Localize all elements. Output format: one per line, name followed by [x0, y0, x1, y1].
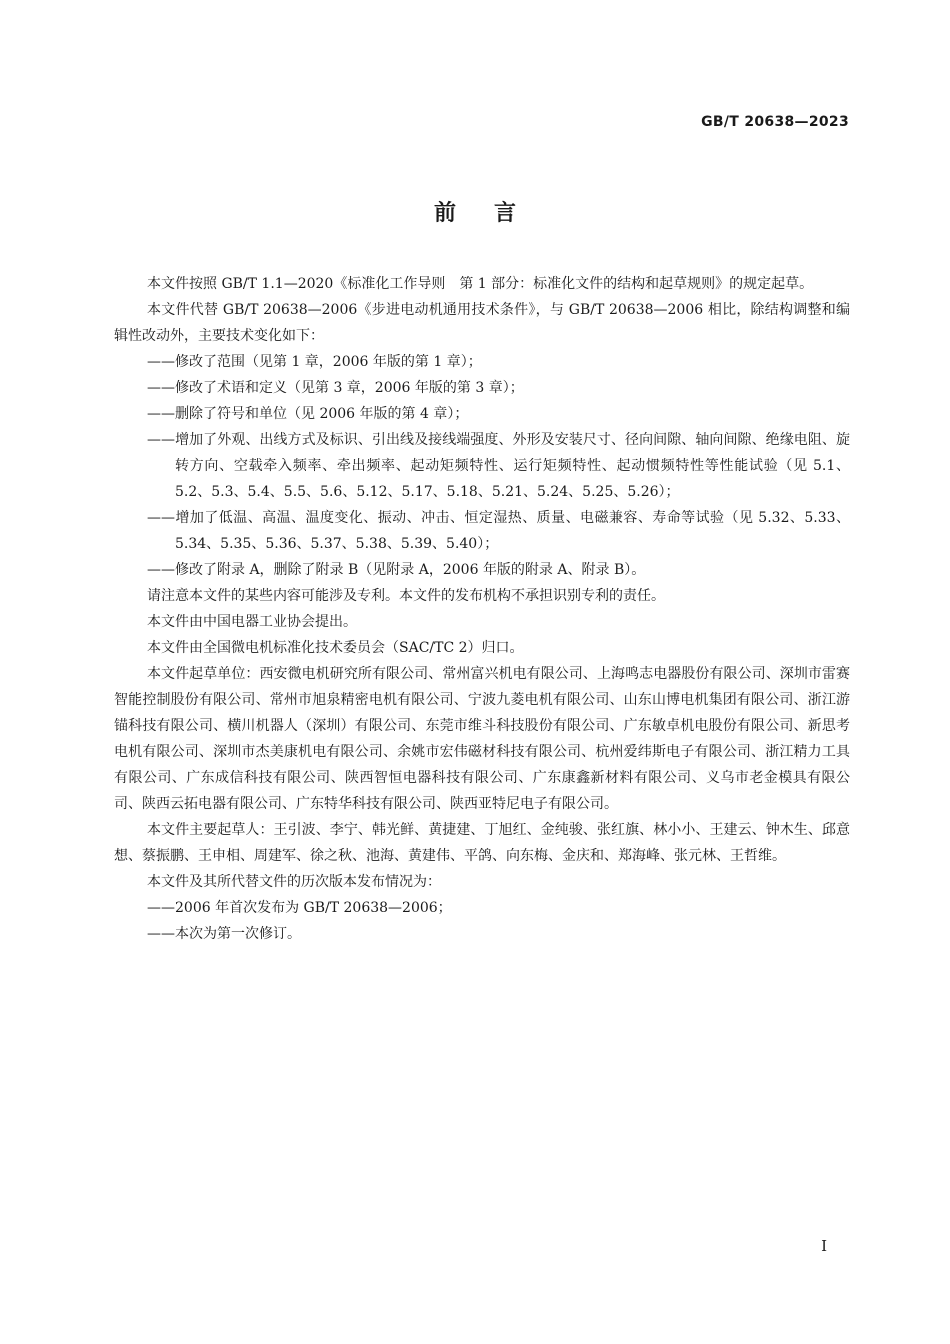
centralized-by: 本文件由全国微电机标准化技术委员会（SAC/TC 2）归口。: [147, 640, 524, 656]
drafting-units: 本文件起草单位：西安微电机研究所有限公司、常州富兴机电有限公司、上海鸣志电器股份有限公司、深圳市雷赛智能控制股份有限公司、常州市旭泉精密电机有限公司、宁波九菱电机有限公司、山东山博电机集团有限公司、浙江游锚科技有限公司、横川机器人（深圳）有限公司、东莞市维斗科技股份有限公司、广东敏卓机电股份有限公司、新思考电机有限公司、深圳市杰美康机电有限公司、余姚市宏伟磁材科技有限公司、杭州爱纬斯电子有限公司、浙江精力工具有限公司、广东成信科技有限公司、陕西智恒电器科技有限公司、广东康鑫新材料有限公司、义乌市老金模具有限公司、陕西云拓电器有限公司、广东特华科技有限公司、陕西亚特尼电子有限公司。: [114, 666, 850, 812]
replacement-paragraph: 本文件代替 GB/T 20638—2006《步进电动机通用技术条件》，与 GB/T 20638—2006 相比，除结构调整和编辑性改动外，主要技术变化如下：: [114, 302, 850, 344]
history-item: ——2006 年首次发布为 GB/T 20638—2006；: [147, 900, 452, 916]
main-drafters: 本文件主要起草人：王引波、李宁、韩光鲜、黄捷建、丁旭红、金纯骏、张红旗、林小小、王建云、钟木生、邱意想、蔡振鹏、王申相、周建军、徐之秋、池海、黄建伟、平鸽、向东梅、金庆和、郑海峰、张元林、王哲维。: [114, 822, 850, 864]
standard-code: GB/T 20638—2023: [701, 114, 849, 130]
page-title: 前言: [433, 201, 554, 226]
change-item: ——修改了范围（见第 1 章，2006 年版的第 1 章）；: [147, 354, 482, 370]
change-item: ——修改了术语和定义（见第 3 章，2006 年版的第 3 章）；: [147, 380, 524, 396]
change-item: ——修改了附录 A，删除了附录 B（见附录 A，2006 年版的附录 A、附录 B）。: [147, 562, 646, 578]
history-item: ——本次为第一次修订。: [147, 926, 301, 942]
change-item: ——删除了符号和单位（见 2006 年版的第 4 章）；: [147, 406, 469, 422]
change-item: ——增加了低温、高温、温度变化、振动、冲击、恒定湿热、质量、电磁兼容、寿命等试验（见 5.32、5.33、5.34、5.35、5.36、5.37、5.38、5.39、5.40）；: [147, 510, 850, 552]
foreword-body: [114, 271, 850, 947]
change-item: ——增加了外观、出线方式及标识、引出线及接线端强度、外形及安装尺寸、径向间隙、轴向间隙、绝缘电阻、旋转方向、空载牵入频率、牵出频率、起动矩频特性、运行矩频特性、起动惯频特性等性能试验（见 5.1、5.2、5.3、5.4、5.5、5.6、5.12、5.17、5.18、5.21、5.24、5.25、5.26）；: [147, 432, 850, 500]
drafting-rule-paragraph: 本文件按照 GB/T 1.1—2020《标准化工作导则 第 1 部分：标准化文件的结构和起草规则》的规定起草。: [147, 276, 814, 292]
proposed-by: 本文件由中国电器工业协会提出。: [147, 614, 357, 630]
page-number: I: [821, 1237, 827, 1255]
history-intro: 本文件及其所代替文件的历次版本发布情况为：: [147, 874, 441, 890]
patent-notice: 请注意本文件的某些内容可能涉及专利。本文件的发布机构不承担识别专利的责任。: [147, 588, 665, 604]
